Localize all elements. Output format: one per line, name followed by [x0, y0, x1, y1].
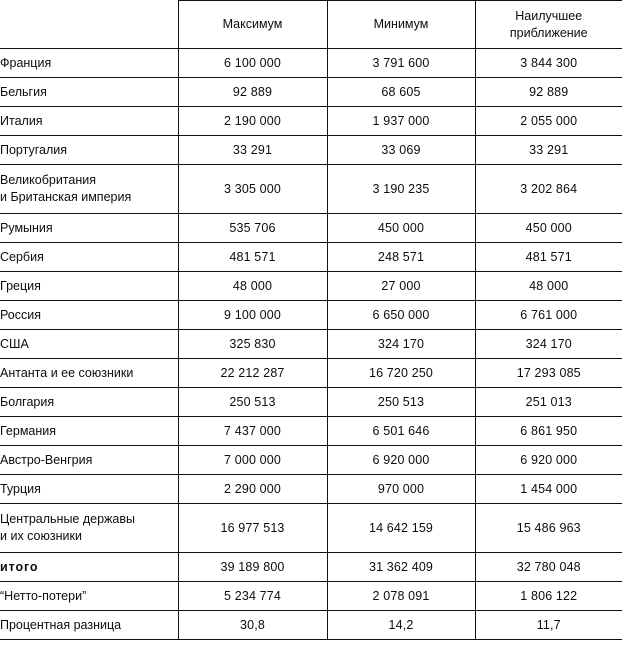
row-label-line: итого [0, 559, 39, 574]
column-header-best-estimate [475, 1, 622, 49]
cell-minimum: 33 069 [327, 136, 475, 165]
column-header-maximum: Максимум [178, 1, 327, 49]
cell-best-estimate: 1 806 122 [475, 582, 622, 611]
table-row [0, 272, 622, 301]
table-row [0, 582, 622, 611]
cell-maximum: 39 189 800 [178, 553, 327, 582]
row-label-cell [0, 78, 178, 107]
cell-best-estimate: 450 000 [475, 214, 622, 243]
row-label-cell [0, 504, 178, 553]
row-label-line: и их союзники [0, 529, 82, 543]
table-row [0, 417, 622, 446]
cell-minimum: 3 190 235 [327, 165, 475, 214]
row-label-line: Франция [0, 55, 52, 70]
row-label-cell [0, 107, 178, 136]
cell-maximum: 2 290 000 [178, 475, 327, 504]
cell-maximum: 9 100 000 [178, 301, 327, 330]
cell-minimum: 324 170 [327, 330, 475, 359]
cell-maximum: 250 513 [178, 388, 327, 417]
table-row [0, 301, 622, 330]
row-label-cell [0, 446, 178, 475]
table-row [0, 136, 622, 165]
row-label-cell [0, 165, 178, 214]
cell-maximum: 48 000 [178, 272, 327, 301]
cell-best-estimate: 32 780 048 [475, 553, 622, 582]
cell-best-estimate: 11,7 [475, 611, 622, 640]
cell-best-estimate: 92 889 [475, 78, 622, 107]
cell-maximum: 6 100 000 [178, 49, 327, 78]
cell-maximum: 535 706 [178, 214, 327, 243]
row-label-cell [0, 611, 178, 640]
table-row [0, 446, 622, 475]
cell-best-estimate: 6 920 000 [475, 446, 622, 475]
row-label-line: Сербия [0, 249, 44, 264]
cell-best-estimate: 48 000 [475, 272, 622, 301]
column-header-minimum: Минимум [327, 1, 475, 49]
row-label-line: Италия [0, 113, 43, 128]
row-label-cell [0, 388, 178, 417]
cell-minimum: 6 650 000 [327, 301, 475, 330]
cell-maximum: 325 830 [178, 330, 327, 359]
table-row [0, 78, 622, 107]
row-label-cell [0, 49, 178, 78]
row-label-cell [0, 214, 178, 243]
row-label-line: Процентная разница [0, 617, 122, 632]
row-label-cell [0, 475, 178, 504]
row-label-cell [0, 243, 178, 272]
table-body [0, 49, 622, 640]
row-label-cell [0, 136, 178, 165]
cell-minimum: 250 513 [327, 388, 475, 417]
cell-minimum: 14 642 159 [327, 504, 475, 553]
table-row [0, 330, 622, 359]
table-row [0, 475, 622, 504]
row-label-line: и Британская империя [0, 190, 132, 204]
cell-minimum: 248 571 [327, 243, 475, 272]
cell-maximum: 30,8 [178, 611, 327, 640]
row-label-cell [0, 553, 178, 582]
table-row [0, 388, 622, 417]
row-label-line: Германия [0, 423, 57, 438]
row-label-cell [0, 330, 178, 359]
cell-best-estimate: 2 055 000 [475, 107, 622, 136]
table-row [0, 359, 622, 388]
cell-best-estimate: 6 861 950 [475, 417, 622, 446]
row-label-cell [0, 417, 178, 446]
row-label-line: Турция [0, 481, 41, 496]
cell-best-estimate: 3 202 864 [475, 165, 622, 214]
table-row [0, 611, 622, 640]
row-label-line: Россия [0, 307, 41, 322]
cell-maximum: 92 889 [178, 78, 327, 107]
row-label-line: “Нетто-потери” [0, 588, 87, 603]
cell-minimum: 970 000 [327, 475, 475, 504]
row-label-line: Румыния [0, 220, 53, 235]
cell-minimum: 27 000 [327, 272, 475, 301]
row-label-line: Австро-Венгрия [0, 452, 93, 467]
header-row [0, 1, 622, 49]
cell-minimum: 31 362 409 [327, 553, 475, 582]
row-label-cell [0, 272, 178, 301]
cell-minimum: 14,2 [327, 611, 475, 640]
table-row [0, 553, 622, 582]
cell-maximum: 2 190 000 [178, 107, 327, 136]
table-row [0, 107, 622, 136]
cell-maximum: 33 291 [178, 136, 327, 165]
row-label-line: Великобритания [0, 173, 96, 188]
cell-best-estimate: 3 844 300 [475, 49, 622, 78]
cell-minimum: 450 000 [327, 214, 475, 243]
cell-best-estimate: 17 293 085 [475, 359, 622, 388]
cell-maximum: 16 977 513 [178, 504, 327, 553]
cell-minimum: 1 937 000 [327, 107, 475, 136]
cell-maximum: 481 571 [178, 243, 327, 272]
cell-maximum: 7 000 000 [178, 446, 327, 475]
row-label-line: Болгария [0, 394, 55, 409]
cell-best-estimate: 15 486 963 [475, 504, 622, 553]
table-row [0, 49, 622, 78]
row-label-cell [0, 359, 178, 388]
cell-maximum: 22 212 287 [178, 359, 327, 388]
column-header-best-estimate-line2: приближение [509, 25, 588, 40]
cell-best-estimate: 33 291 [475, 136, 622, 165]
table-row [0, 165, 622, 214]
cell-best-estimate: 1 454 000 [475, 475, 622, 504]
row-label-line: Антанта и ее союзники [0, 365, 134, 380]
row-label-line: Бельгия [0, 84, 47, 99]
row-label-cell [0, 301, 178, 330]
cell-best-estimate: 251 013 [475, 388, 622, 417]
cell-minimum: 6 501 646 [327, 417, 475, 446]
cell-maximum: 3 305 000 [178, 165, 327, 214]
cell-minimum: 16 720 250 [327, 359, 475, 388]
column-header-best-estimate-line1: Наилучшее [515, 9, 583, 23]
row-label-line: США [0, 336, 29, 351]
cell-maximum: 5 234 774 [178, 582, 327, 611]
row-label-line: Португалия [0, 142, 68, 157]
table-row [0, 504, 622, 553]
cell-minimum: 68 605 [327, 78, 475, 107]
table-header [0, 1, 622, 49]
row-label-cell [0, 582, 178, 611]
cell-minimum: 2 078 091 [327, 582, 475, 611]
row-label-line: Греция [0, 278, 41, 293]
cell-minimum: 6 920 000 [327, 446, 475, 475]
cell-best-estimate: 6 761 000 [475, 301, 622, 330]
table-corner-cell [0, 1, 178, 49]
table-row [0, 214, 622, 243]
cell-best-estimate: 481 571 [475, 243, 622, 272]
cell-minimum: 3 791 600 [327, 49, 475, 78]
cell-best-estimate: 324 170 [475, 330, 622, 359]
cell-maximum: 7 437 000 [178, 417, 327, 446]
row-label-line: Центральные державы [0, 512, 135, 527]
table-row [0, 243, 622, 272]
